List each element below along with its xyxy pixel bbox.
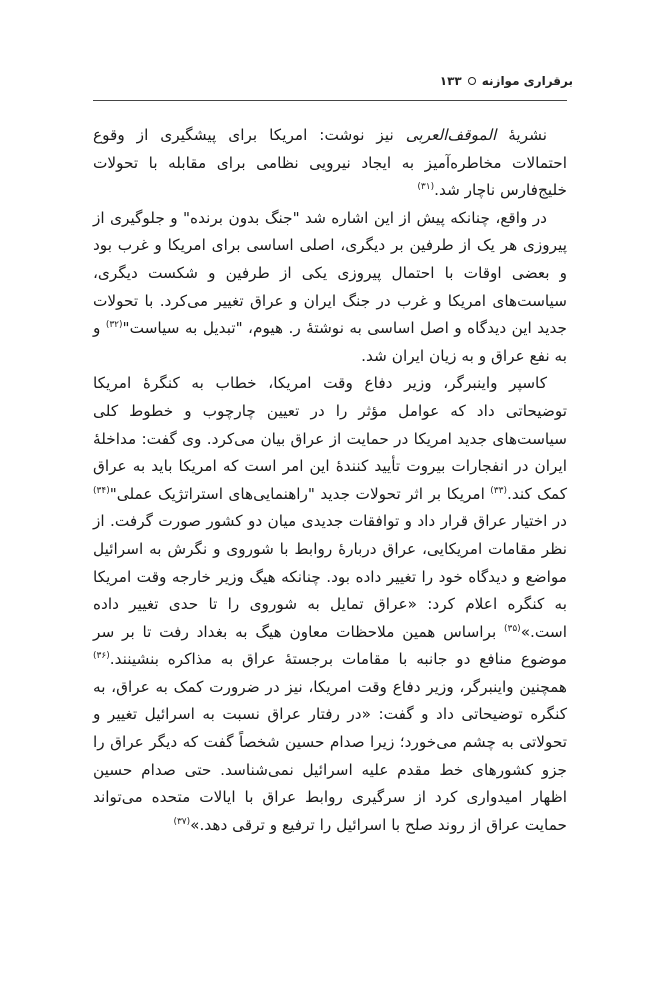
paragraph-3-text-b: امریکا بر اثر تحولات جدید "راهنمایی‌های استراتژیک عملی" <box>109 484 491 503</box>
footnote-ref-33: (۳۳) <box>490 485 507 496</box>
paragraph-1-text-cont: نیز نوشت: امریکا برای پیشگیری از وقوع احتمالات مخاطره‌آمیز به ایجاد نیرویی نظامی برای مقابله با تحولات خلیج‌فارس ناچار شد. <box>93 126 567 200</box>
footnote-ref-36: (۳۶) <box>93 651 110 662</box>
paragraph-3 <box>93 370 567 839</box>
paragraph-3-text: کاسپر واینبرگر، وزیر دفاع وقت امریکا، خطاب به کنگرهٔ امریکا توضیحاتی داد که عوامل مؤثر را در تعیین چارچوب و خطوط کلی سیاست‌های جدید امریکا در حمایت از عراق بیان می‌کرد. وی گفت: مداخلهٔ ایران در انفجارات بیروت تأیید کنندهٔ این امر است که امریکا باید به عراق کمک کند. <box>93 374 567 503</box>
footnote-ref-35: (۳۵) <box>503 623 521 634</box>
header-divider <box>93 100 567 101</box>
paragraph-3-text-d: براساس همین ملاحظات معاون هیگ به بغداد رفت تا بر سر موضوع منافع دو جانبه با مقامات برجستهٔ عراق به مذاکره بنشینند. <box>93 622 567 669</box>
publication-name: الموقف‌العربی <box>405 126 497 144</box>
footnote-ref-37: (۳۷) <box>173 816 191 827</box>
circle-bullet-icon <box>468 77 476 85</box>
paragraph-2-text-cont: و به نفع عراق و به زیان ایران شد. <box>93 319 567 365</box>
paragraph-1 <box>93 122 567 205</box>
header-section-title: برقراری موازنه <box>481 74 573 88</box>
paragraph-3-text-c: در اختیار عراق قرار داد و توافقات جدیدی میان دو کشور صورت گرفت. از نظر مقامات امریکایی، عراق دربارهٔ روابط با شوروی و نگرش به اسرائیل مواضع و دیدگاه خود را تغییر داده بود. چنانکه هیگ وزیر خارجه وقت امریکا به کنگره اعلام کرد: «عراق تمایل به شوروی را تا حدی تغییر داده است.» <box>93 512 567 641</box>
body-text <box>93 122 567 839</box>
footnote-ref-31: (۳۱) <box>417 182 435 193</box>
paragraph-2 <box>93 205 567 371</box>
paragraph-3-text-e: همچنین واینبرگر، وزیر دفاع وقت امریکا، نیز در ضرورت کمک به عراق، به کنگره توضیحاتی داد و گفت: «در رفتار عراق نسبت به اسرائیل تغییر و تحولاتی به چشم می‌خورد؛ زیرا صدام حسین شخصاً گفت که دیگر عراق را جزو کشورهای خط مقدم علیه اسرائیل نمی‌شناسد. حتی صدام حسین اظهار امیدواری کرد از سرگیری روابط عراق با ایالات متحده می‌تواند حمایت عراق از روند صلح با اسرائیل را ترفیع و ترقی دهد.» <box>93 677 567 834</box>
paragraph-2-text: در واقع، چنانکه پیش از این اشاره شد "جنگ بدون برنده" و جلوگیری از پیروزی هر یک از طرفین بر دیگری، اصلی اساسی برای امریکا و غرب بود و بعضی اوقات با احتمال پیروزی یکی از طرفین و شکست دیگری، سیاست‌های امریکا و غرب در جنگ ایران و عراق تغییر می‌کرد. با تحولات جدید این دیدگاه و اصل اساسی به نوشتهٔ ر. هیوم، "تبدیل به سیاست" <box>93 208 567 338</box>
page-number: ۱۳۳ <box>439 74 462 88</box>
paragraph-1-text: نشریهٔ <box>496 126 547 144</box>
footnote-ref-34: (۳۴) <box>93 485 110 496</box>
running-header <box>440 74 573 88</box>
footnote-ref-32: (۳۲) <box>105 320 123 331</box>
